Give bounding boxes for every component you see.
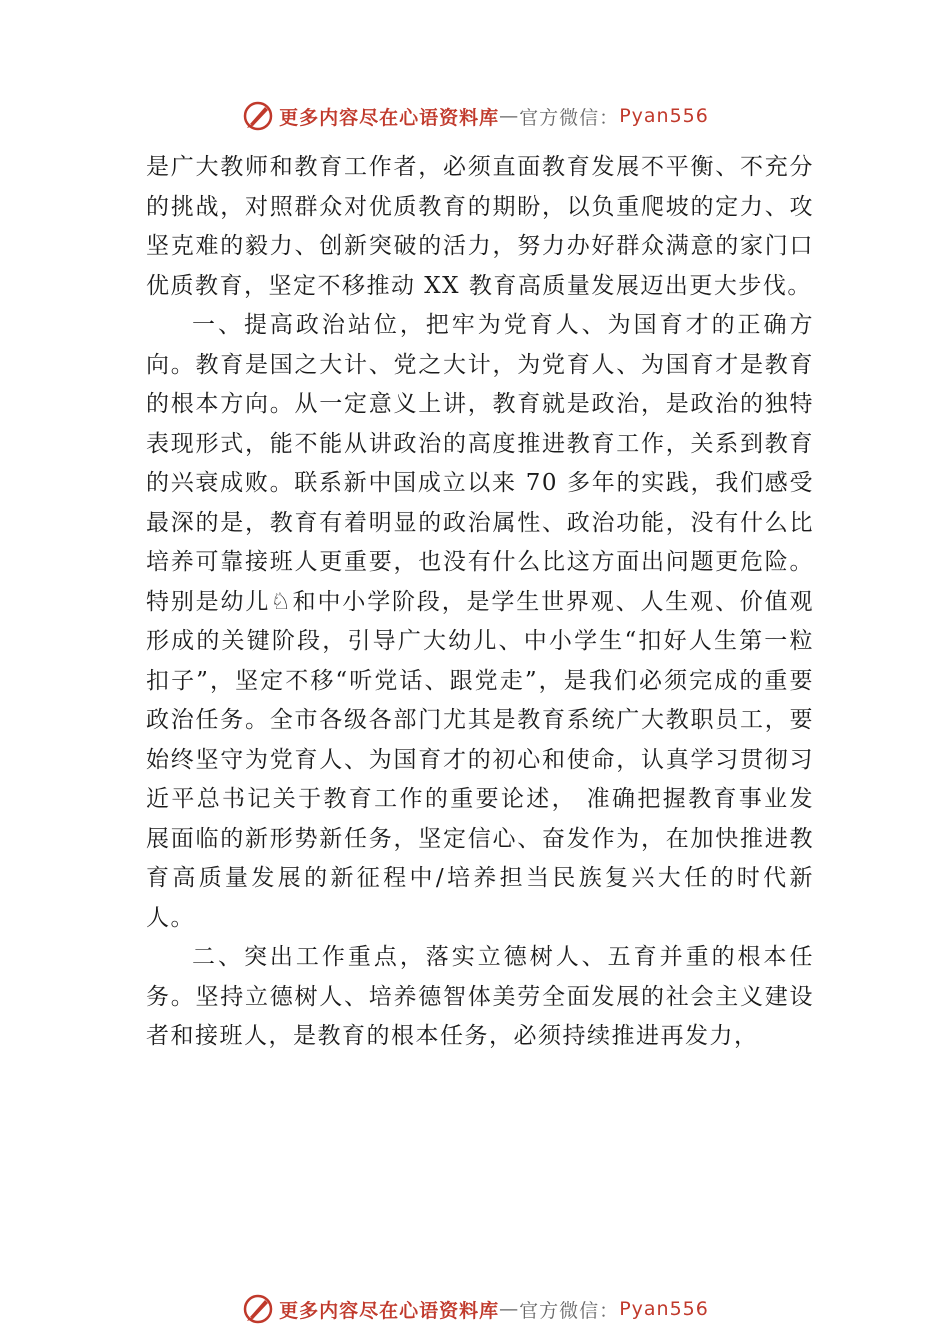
brush-logo-icon [241, 99, 275, 133]
document-body [146, 148, 814, 1057]
banner-wechat-id: Pyan556 [619, 105, 709, 127]
banner-separator: — [499, 1298, 520, 1320]
banner-wechat-id: Pyan556 [619, 1298, 709, 1320]
paragraph-section-two: 二、突出工作重点，落实立德树人、五育并重的根本任务。坚持立德树人、培养德智体美劳全面发展的社会主义建设者和接班人，是教育的根本任务，必须持续推进再发力， [146, 944, 814, 1049]
paragraph-continuation: 是广大教师和教育工作者，必须直面教育发展不平衡、不充分的挑战，对照群众对优质教育的期盼，以负重爬坡的定力、攻坚克难的毅力、创新突破的活力，努力办好群众满意的家门口优质教育，坚定不移推动 XX 教育高质量发展迈出更大步伐。 [146, 154, 814, 299]
brush-logo-icon [241, 1292, 275, 1326]
paragraph-section-one: 一、提高政治站位，把牢为党育人、为国育才的正确方向。教育是国之大计、党之大计，为党育人、为国育才是教育的根本方向。从一定意义上讲，教育就是政治，是政治的独特表现形式，能不能从讲政治的高度推进教育工作，关系到教育的兴衰成败。联系新中国成立以来 70 多年的实践，我们感受最深的是，教育有着明显的政治属性、政治功能，没有什么比培养可靠接班人更重要，也没有什么比这方面出问题更危险。特别是幼儿♘和中小学阶段，是学生世界观、人生观、价值观形成的关键阶段，引导广大幼儿、中小学生“扣好人生第一粒扣子”，坚定不移“听党话、跟党走”，是我们必须完成的重要政治任务。全市各级各部门尤其是教育系统广大教职员工，要始终坚守为党育人、为国育才的初心和使命，认真学习贯彻习近平总书记关于教育工作的重要论述， 准确把握教育事业发展面临的新形势新任务，坚定信心、奋发作为，在加快推进教育高质量发展的新征程中/培养担当民族复兴大任的时代新人。 [146, 312, 814, 931]
banner-separator: — [499, 105, 520, 127]
banner-site-text: 更多内容尽在心语资料库 [279, 106, 500, 129]
header-banner [0, 94, 950, 138]
footer-banner [0, 1287, 950, 1331]
banner-wechat-label: 官方微信： [519, 1299, 620, 1322]
banner-site-text: 更多内容尽在心语资料库 [279, 1299, 500, 1322]
banner-wechat-label: 官方微信： [519, 106, 620, 129]
